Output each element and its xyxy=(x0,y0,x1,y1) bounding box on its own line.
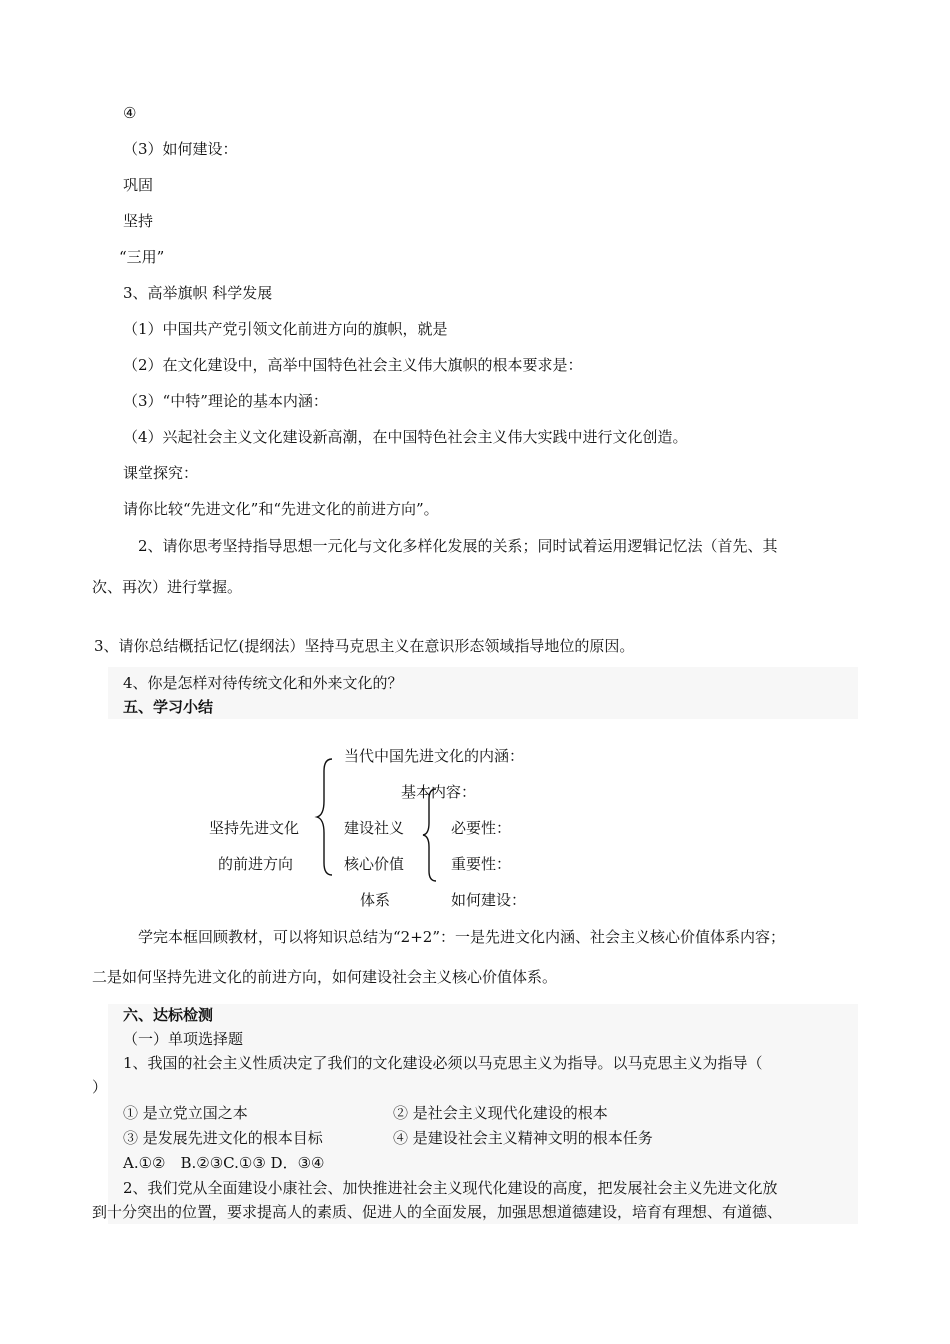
summary-right-1: 必要性： xyxy=(451,819,512,837)
text-line: （1）中国共产党引领文化前进方向的旗帜，就是 xyxy=(123,320,448,338)
text-line: 学完本框回顾教材，可以将知识总结为“2+2”：一是先进文化内涵、社会主义核心价值体系内容； xyxy=(138,928,785,946)
text-line: ④ xyxy=(123,104,137,122)
text-line: （2）在文化建设中，高举中国特色社会主义伟大旗帜的根本要求是： xyxy=(123,356,583,374)
summary-left-2: 的前进方向 xyxy=(218,855,294,873)
summary-right-3: 如何建设： xyxy=(451,891,527,909)
text-line: （3）如何建设： xyxy=(123,140,238,158)
text-line: （4）兴起社会主义文化建设新高潮，在中国特色社会主义伟大实践中进行文化创造。 xyxy=(123,428,688,446)
text-line: （3）“中特”理论的基本内涵： xyxy=(123,392,328,410)
text-line: 二是如何坚持先进文化的前进方向，如何建设社会主义核心价值体系。 xyxy=(92,968,558,986)
summary-mid-1: 建设社义 xyxy=(344,819,405,837)
option-3: ③ 是发展先进文化的根本目标 xyxy=(123,1129,323,1147)
summary-mid-3: 体系 xyxy=(360,891,391,909)
text-line: 请你比较“先进文化”和“先进文化的前进方向”。 xyxy=(123,500,439,518)
option-2: ② 是社会主义现代化建设的根本 xyxy=(393,1104,608,1122)
text-line: 2、请你思考坚持指导思想一元化与文化多样化发展的关系；同时试着运用逻辑记忆法（首先、其 xyxy=(138,537,778,555)
text-line: 坚持 xyxy=(123,212,154,230)
subheading: （一）单项选择题 xyxy=(123,1030,244,1048)
text-line: 4、你是怎样对待传统文化和外来文化的？ xyxy=(123,674,403,692)
text-line: “三用” xyxy=(119,248,165,266)
left-brace xyxy=(316,757,336,877)
question-2: 2、我们党从全面建设小康社会、加快推进社会主义现代化建设的高度，把发展社会主义先进文化放 xyxy=(123,1179,778,1197)
summary-mid-basic: 基本内容： xyxy=(401,783,477,801)
option-1: ① 是立党立国之本 xyxy=(123,1104,248,1122)
text-line: 次、再次）进行掌握。 xyxy=(92,578,243,596)
question-1: 1、我国的社会主义性质决定了我们的文化建设必须以马克思主义为指导。以马克思主义为指导（ xyxy=(123,1054,763,1072)
question-2-cont: 到十分突出的位置，要求提高人的素质、促进人的全面发展，加强思想道德建设，培育有理想、有道德、 xyxy=(92,1203,783,1221)
text-line: 3、高举旗帜 科学发展 xyxy=(123,284,273,302)
summary-right-2: 重要性： xyxy=(451,855,512,873)
summary-mid-2: 核心价值 xyxy=(344,855,405,873)
option-4: ④ 是建设社会主义精神文明的根本任务 xyxy=(393,1129,653,1147)
section-heading: 五、学习小结 xyxy=(123,698,214,716)
text-line: 课堂探究： xyxy=(123,464,199,482)
section-heading: 六、达标检测 xyxy=(123,1006,214,1024)
question-1-end: ） xyxy=(92,1078,108,1096)
text-line: 巩固 xyxy=(123,176,154,194)
summary-mid-top: 当代中国先进文化的内涵： xyxy=(344,747,525,765)
summary-left-1: 坚持先进文化 xyxy=(209,819,300,837)
right-brace xyxy=(422,787,440,883)
text-line: 3、请你总结概括记忆(提纲法）坚持马克思主义在意识形态领域指导地位的原因。 xyxy=(94,637,635,655)
answer-choices: A.①② B.②③C.①③ D．③④ xyxy=(123,1154,325,1172)
